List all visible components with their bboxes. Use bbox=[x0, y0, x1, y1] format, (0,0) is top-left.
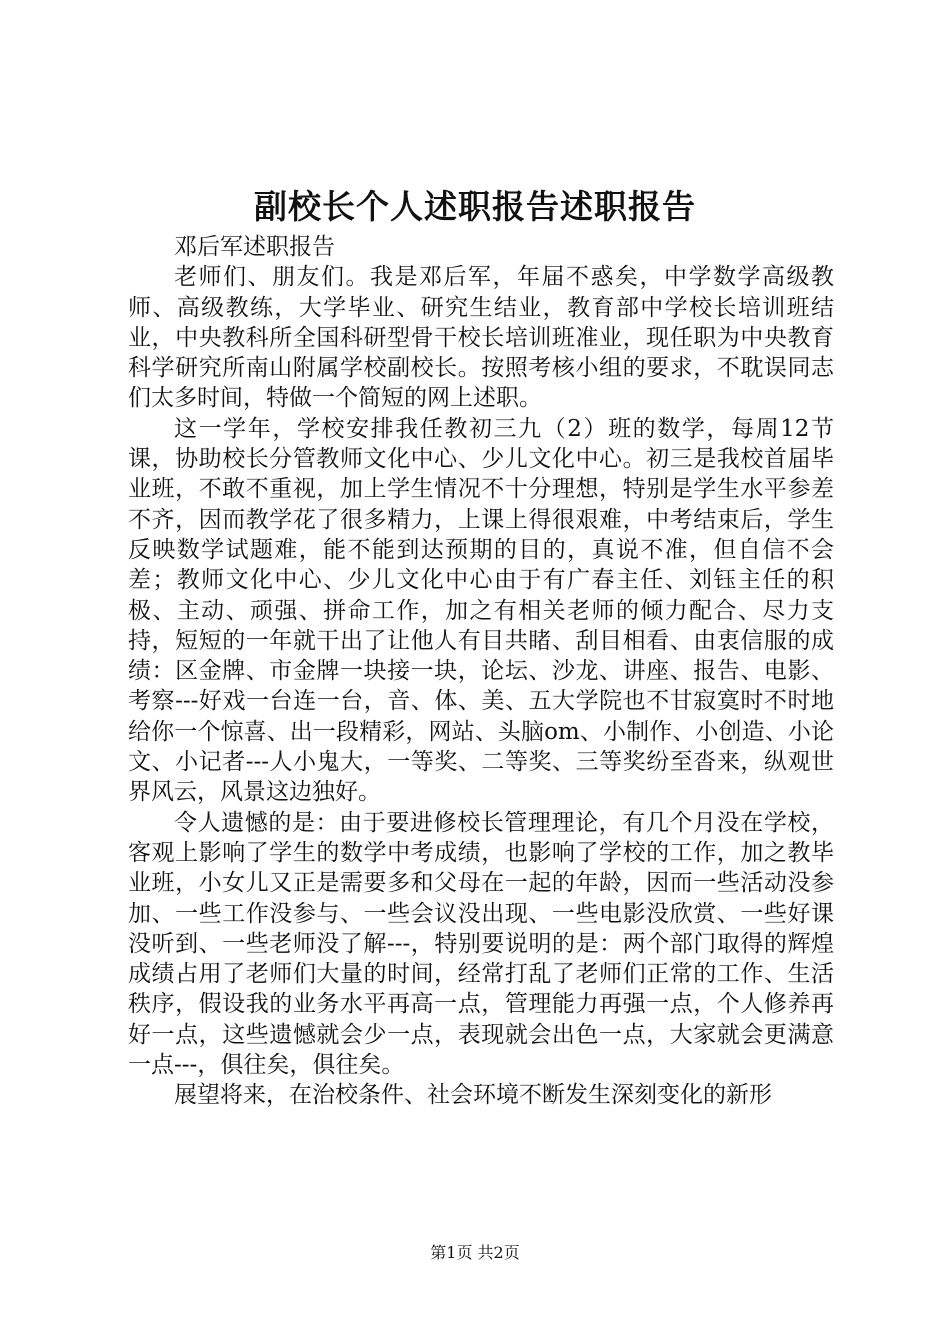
page-footer: 第1页 共2页 bbox=[430, 1243, 520, 1262]
paragraph-year-work: 这一学年，学校安排我任教初三九（2）班的数学，每周12节课，协助校长分管教师文化中心、少儿文化中心。初三是我校首届毕业班，不敢不重视，加上学生情况不十分理想，特别是学生水平参差不齐，因而教学花了很多精力，上课上得很艰难，中考结束后，学生反映数学试题难，能不能到达预期的目的，真说不准，但自信不会差；教师文化中心、少儿文化中心由于有广春主任、刘钰主任的积极、主动、顽强、拼命工作，加之有相关老师的倾力配合、尽力支持，短短的一年就干出了让他人有目共睹、刮目相看、由衷信服的成绩：区金牌、市金牌一块接一块，论坛、沙龙、讲座、报告、电影、考察---好戏一台连一台，音、体、美、五大学院也不甘寂寞时不时地给你一个惊喜、出一段精彩，网站、头脑om、小制作、小创造、小论文、小记者---人小鬼大，一等奖、二等奖、三等奖纷至沓来，纵观世界风云，风景这边独好。 bbox=[128, 415, 834, 806]
paragraph-byline: 邓后军述职报告 bbox=[174, 234, 335, 260]
paragraph-outlook: 展望将来，在治校条件、社会环境不断发生深刻变化的新形 bbox=[174, 1082, 772, 1109]
paragraph-regrets: 令人遗憾的是：由于要进修校长管理理论，有几个月没在学校，客观上影响了学生的数学中考成绩，也影响了学校的工作，加之教毕业班，小女儿又正是需要多和父母在一起的年龄，因而一些活动没参加、一些工作没参与、一些会议没出现、一些电影没欣赏、一些好课没听到、一些老师没了解---，特别要说明的是：两个部门取得的辉煌成绩占用了老师们大量的时间，经常打乱了老师们正常的工作、生活秩序，假设我的业务水平再高一点，管理能力再强一点，个人修养再好一点，这些遗憾就会少一点，表现就会出色一点，大家就会更满意一点---，俱往矣，俱往矣。 bbox=[128, 809, 834, 1079]
document-body bbox=[128, 232, 834, 1111]
document-title: 副校长个人述职报告述职报告 bbox=[254, 187, 696, 226]
paragraph-introduction: 老师们、朋友们。我是邓后军，年届不惑矣，中学数学高级教师、高级教练，大学毕业、研究生结业，教育部中学校长培训班结业，中央教科所全国科研型骨干校长培训班准业，现任职为中央教育科学研究所南山附属学校副校长。按照考核小组的要求，不耽误同志们太多时间，特做一个简短的网上述职。 bbox=[128, 264, 834, 412]
